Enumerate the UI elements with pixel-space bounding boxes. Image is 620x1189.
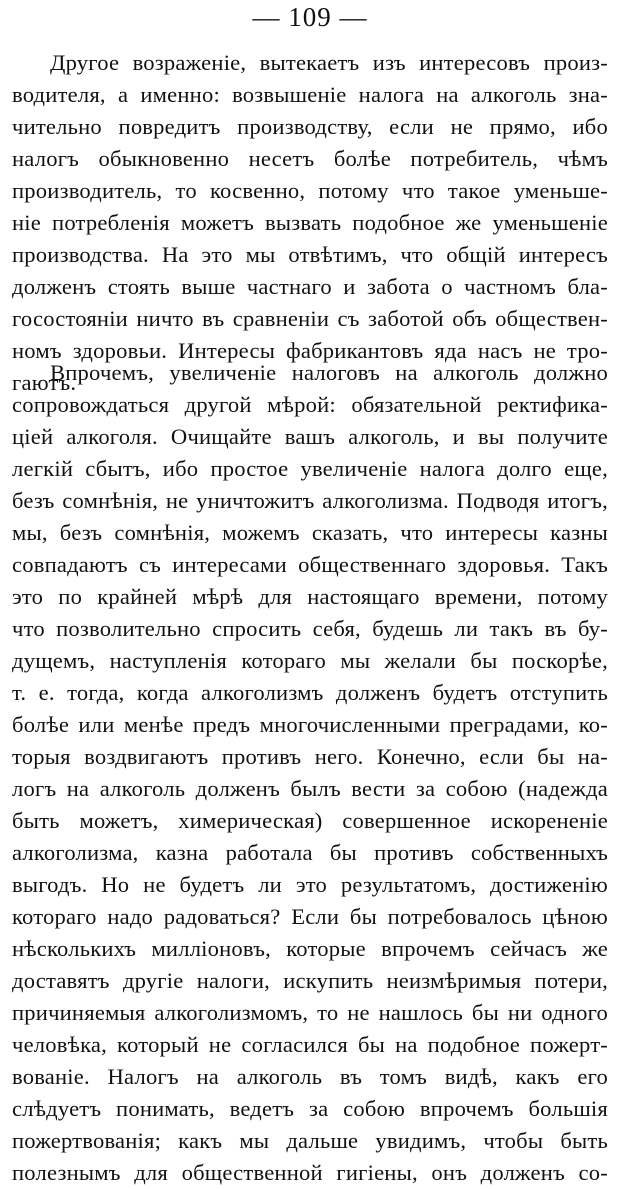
text-line: торыя воздвигаютъ противъ него. Конечно, если бы на- xyxy=(12,744,608,769)
text-line: нѣсколькихъ милліоновъ, которые впрочемъ сейчасъ же xyxy=(12,936,608,961)
text-line: безъ сомнѣнія, не уничтожитъ алкоголизма. Подводя итогъ, xyxy=(12,488,608,513)
text-line: дущемъ, наступленія котораго мы желали бы поскорѣе, xyxy=(12,648,608,673)
text-line: вованіе. Налогъ на алкоголь въ томъ видѣ, какъ его xyxy=(12,1064,608,1089)
text-line: Впрочемъ, увеличеніе налоговъ на алкоголь должно xyxy=(50,360,608,385)
text-line: логъ на алкоголь долженъ былъ вести за собою (надежда xyxy=(12,776,608,801)
text-line: совпадаютъ съ интересами общественнаго здоровья. Такъ xyxy=(12,552,608,577)
text-line: чительно повредитъ производству, если не прямо, ибо xyxy=(12,114,608,139)
text-line: гаютъ. xyxy=(12,370,77,395)
text-line: производитель, то косвенно, потому что такое уменьше- xyxy=(12,178,608,203)
text-line: что позволительно спросить себя, будешь ли такъ въ бу- xyxy=(12,616,608,641)
text-line: Другое возраженіе, вытекаетъ изъ интересовъ произ- xyxy=(50,50,608,75)
text-line: котораго надо радоваться? Если бы потребовалось цѣною xyxy=(12,904,608,929)
text-line: пожертвованія; какъ мы дальше увидимъ, чтобы быть xyxy=(12,1128,608,1153)
text-line: долженъ стоять выше частнаго и забота о частномъ бла- xyxy=(12,274,608,299)
text-line: производства. На это мы отвѣтимъ, что общій интересъ xyxy=(12,242,608,267)
text-line: ціей алкоголя. Очищайте вашъ алкоголь, и вы получите xyxy=(12,424,608,449)
text-line: человѣка, который не согласился бы на подобное пожерт- xyxy=(12,1032,608,1057)
text-line: сопровождаться другой мѣрой: обязательной ректифика- xyxy=(12,392,608,417)
text-line: водителя, а именно: возвышеніе налога на алкоголь зна- xyxy=(12,82,608,107)
text-line: налогъ обыкновенно несетъ болѣе потребитель, чѣмъ xyxy=(12,146,608,171)
text-line: выгодъ. Но не будетъ ли это результатомъ, достиженію xyxy=(12,872,608,897)
page-number: — 109 — xyxy=(252,2,368,32)
text-line: легкій сбытъ, ибо простое увеличеніе налога долго еще, xyxy=(12,456,608,481)
text-line: алкоголизма, казна работала бы противъ собственныхъ xyxy=(12,840,608,865)
text-line: номъ здоровьи. Интересы фабрикантовъ яда насъ не тро- xyxy=(12,338,608,363)
text-line: ніе потребленія можетъ вызвать подобное же уменьшеніе xyxy=(12,210,608,235)
text-line: это по крайней мѣрѣ для настоящаго времени, потому xyxy=(12,584,608,609)
text-line: слѣдуетъ понимать, ведетъ за собою впрочемъ большія xyxy=(12,1096,608,1121)
text-line: мы, безъ сомнѣнія, можемъ сказать, что интересы казны xyxy=(12,520,608,545)
text-line: т. е. тогда, когда алкоголизмъ долженъ будетъ отступить xyxy=(12,680,608,705)
paragraph-2 xyxy=(12,357,608,1189)
text-line: быть можетъ, химерическая) совершенное искорененіе xyxy=(12,808,608,833)
text-line: причиняемыя алкоголизмомъ, то не нашлось бы ни одного xyxy=(12,1000,608,1025)
text-line: полезнымъ для общественной гигіены, онъ долженъ со- xyxy=(12,1160,608,1185)
paragraph-1 xyxy=(12,47,608,399)
text-line: доставятъ другіе налоги, искупить неизмѣримыя потери, xyxy=(12,968,608,993)
text-line: госостояніи ничто въ сравненіи съ заботой объ обществен- xyxy=(12,306,608,331)
text-line: болѣе или менѣе предъ многочисленными преградами, ко- xyxy=(12,712,608,737)
